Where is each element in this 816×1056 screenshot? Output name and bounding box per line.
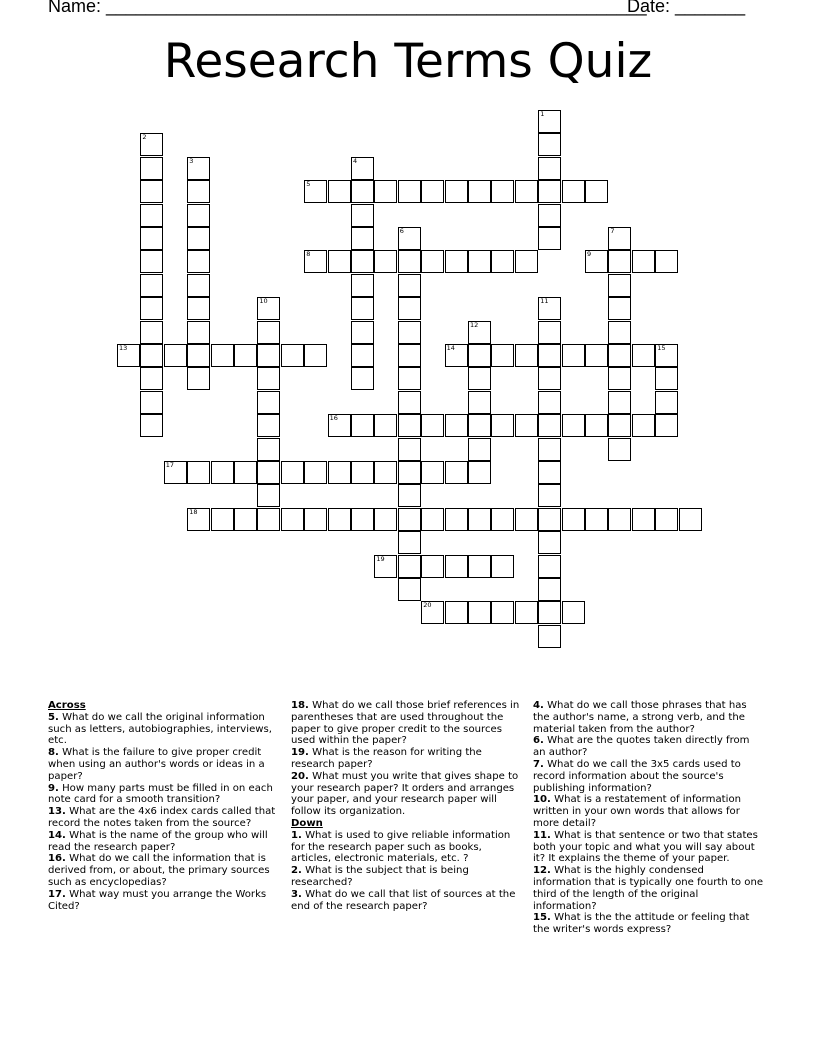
grid-cell[interactable] bbox=[421, 508, 444, 531]
grid-cell[interactable] bbox=[491, 250, 514, 273]
grid-cell[interactable] bbox=[468, 180, 491, 203]
grid-cell[interactable] bbox=[140, 414, 163, 437]
clue-number-label: 19. bbox=[291, 747, 309, 759]
grid-cell[interactable] bbox=[632, 508, 655, 531]
grid-cell[interactable] bbox=[608, 391, 631, 414]
clues-column-3 bbox=[533, 700, 765, 936]
clue-number-label: 6. bbox=[533, 735, 544, 747]
grid-cell[interactable] bbox=[164, 344, 187, 367]
grid-cell[interactable] bbox=[187, 274, 210, 297]
grid-cell[interactable] bbox=[234, 461, 257, 484]
grid-cell[interactable] bbox=[468, 344, 491, 367]
grid-cell[interactable] bbox=[608, 297, 631, 320]
grid-cell[interactable] bbox=[281, 508, 304, 531]
grid-cell[interactable] bbox=[468, 461, 491, 484]
clue-number-label: 9. bbox=[48, 782, 59, 794]
grid-cell[interactable] bbox=[398, 461, 421, 484]
grid-cell[interactable] bbox=[679, 508, 702, 531]
clue-number-label: 17. bbox=[48, 888, 66, 900]
clue-number-label: 18. bbox=[291, 700, 309, 711]
grid-cell[interactable] bbox=[398, 367, 421, 390]
grid-cell[interactable] bbox=[351, 274, 374, 297]
grid-cell[interactable] bbox=[140, 344, 163, 367]
grid-cell[interactable] bbox=[351, 414, 374, 437]
clue-text: What must you write that gives shape to your research paper? It orders and arranges your paper, and your research paper will follow its organization. bbox=[291, 770, 519, 818]
grid-cell[interactable] bbox=[655, 344, 678, 367]
clue-text: What is the subject that is being researched? bbox=[291, 865, 469, 888]
clue-item bbox=[291, 830, 523, 865]
grid-cell[interactable] bbox=[515, 508, 538, 531]
grid-cell[interactable] bbox=[374, 250, 397, 273]
grid-cell[interactable] bbox=[374, 508, 397, 531]
grid-cell[interactable] bbox=[398, 578, 421, 601]
grid-cell[interactable] bbox=[562, 414, 585, 437]
grid-cell[interactable] bbox=[398, 555, 421, 578]
grid-cell[interactable] bbox=[538, 344, 561, 367]
grid-cell[interactable] bbox=[655, 391, 678, 414]
grid-cell[interactable] bbox=[187, 204, 210, 227]
grid-cell[interactable] bbox=[585, 508, 608, 531]
grid-cell[interactable] bbox=[140, 133, 163, 156]
grid-cell[interactable] bbox=[421, 601, 444, 624]
clue-item bbox=[291, 865, 523, 889]
clue-number-label: 15. bbox=[533, 912, 551, 924]
grid-cell[interactable] bbox=[187, 508, 210, 531]
grid-cell[interactable] bbox=[398, 250, 421, 273]
grid-cell[interactable] bbox=[257, 344, 280, 367]
grid-cell[interactable] bbox=[538, 157, 561, 180]
grid-cell[interactable] bbox=[187, 157, 210, 180]
grid-cell[interactable] bbox=[445, 508, 468, 531]
grid-cell[interactable] bbox=[304, 508, 327, 531]
clue-number-label: 10. bbox=[533, 794, 551, 806]
grid-cell[interactable] bbox=[234, 344, 257, 367]
grid-cell[interactable] bbox=[445, 180, 468, 203]
grid-cell[interactable] bbox=[164, 461, 187, 484]
grid-cell[interactable] bbox=[140, 391, 163, 414]
grid-cell[interactable] bbox=[328, 461, 351, 484]
clue-text: What are the 4x6 index cards called that record the notes taken from the source? bbox=[48, 806, 276, 829]
grid-cell[interactable] bbox=[421, 250, 444, 273]
grid-cell[interactable] bbox=[538, 461, 561, 484]
grid-cell[interactable] bbox=[515, 180, 538, 203]
grid-cell[interactable] bbox=[398, 414, 421, 437]
grid-cell[interactable] bbox=[257, 297, 280, 320]
grid-cell[interactable] bbox=[140, 274, 163, 297]
grid-cell[interactable] bbox=[538, 321, 561, 344]
grid-cell[interactable] bbox=[351, 157, 374, 180]
clue-item bbox=[48, 889, 280, 913]
date-field: Date: _______ bbox=[627, 0, 746, 16]
clue-number-label: 2. bbox=[291, 865, 302, 877]
grid-cell[interactable] bbox=[608, 274, 631, 297]
grid-cell[interactable] bbox=[374, 555, 397, 578]
grid-cell[interactable] bbox=[538, 484, 561, 507]
grid-cell[interactable] bbox=[445, 414, 468, 437]
grid-cell[interactable] bbox=[140, 367, 163, 390]
grid-cell[interactable] bbox=[608, 250, 631, 273]
grid-cell[interactable] bbox=[351, 204, 374, 227]
grid-cell[interactable] bbox=[421, 555, 444, 578]
clue-item bbox=[291, 747, 523, 771]
grid-cell[interactable] bbox=[117, 344, 140, 367]
grid-cell[interactable] bbox=[632, 414, 655, 437]
grid-cell[interactable] bbox=[608, 367, 631, 390]
clue-number: 3 bbox=[189, 156, 194, 165]
grid-cell[interactable] bbox=[655, 508, 678, 531]
grid-cell[interactable] bbox=[187, 321, 210, 344]
clue-number: 18 bbox=[189, 507, 198, 516]
grid-cell[interactable] bbox=[187, 297, 210, 320]
grid-cell[interactable] bbox=[632, 250, 655, 273]
clue-item bbox=[48, 712, 280, 747]
grid-cell[interactable] bbox=[187, 180, 210, 203]
grid-cell[interactable] bbox=[538, 438, 561, 461]
clue-text: What do we call those brief references in parentheses that are used throughout the paper to give proper credit to the sources used within the paper? bbox=[291, 700, 520, 747]
grid-cell[interactable] bbox=[585, 344, 608, 367]
grid-cell[interactable] bbox=[468, 601, 491, 624]
clue-item bbox=[48, 747, 280, 782]
grid-cell[interactable] bbox=[491, 508, 514, 531]
grid-cell[interactable] bbox=[374, 180, 397, 203]
across-clues-list bbox=[48, 712, 280, 913]
clue-number-label: 7. bbox=[533, 758, 544, 770]
grid-cell[interactable] bbox=[421, 461, 444, 484]
clue-item bbox=[48, 806, 280, 830]
grid-cell[interactable] bbox=[585, 414, 608, 437]
clue-text: What is used to give reliable information for the research paper such as books, articles, electronic materials, etc. ? bbox=[291, 829, 511, 865]
down-clues-list-continued bbox=[533, 700, 765, 936]
clue-number-label: 3. bbox=[291, 888, 302, 900]
grid-cell[interactable] bbox=[538, 601, 561, 624]
grid-cell[interactable] bbox=[281, 344, 304, 367]
clue-text: What do we call those phrases that has the author's name, a strong verb, and the material taken from the author? bbox=[533, 700, 747, 735]
grid-cell[interactable] bbox=[140, 297, 163, 320]
grid-cell[interactable] bbox=[468, 250, 491, 273]
grid-cell[interactable] bbox=[140, 180, 163, 203]
clue-number: 14 bbox=[446, 344, 455, 352]
clue-number-label: 12. bbox=[533, 865, 551, 877]
grid-cell[interactable] bbox=[515, 601, 538, 624]
grid-cell[interactable] bbox=[257, 484, 280, 507]
grid-cell[interactable] bbox=[538, 555, 561, 578]
clue-number: 20 bbox=[423, 601, 432, 610]
clue-text: What is the failure to give proper credit when using an author's words or ideas in a paper? bbox=[48, 747, 265, 782]
grid-cell[interactable] bbox=[398, 297, 421, 320]
grid-cell[interactable] bbox=[445, 461, 468, 484]
clue-number: 11 bbox=[540, 297, 549, 306]
grid-cell[interactable] bbox=[468, 438, 491, 461]
grid-cell[interactable] bbox=[304, 250, 327, 273]
clue-number: 12 bbox=[470, 320, 479, 329]
grid-cell[interactable] bbox=[328, 508, 351, 531]
grid-cell[interactable] bbox=[538, 508, 561, 531]
grid-cell[interactable] bbox=[585, 180, 608, 203]
clues-column-1 bbox=[48, 700, 280, 912]
clue-text: What do we call the 3x5 cards used to record information about the source's publishing information? bbox=[533, 758, 741, 794]
grid-cell[interactable] bbox=[257, 438, 280, 461]
grid-cell[interactable] bbox=[515, 414, 538, 437]
clue-item bbox=[291, 889, 523, 913]
clue-item bbox=[533, 735, 765, 759]
grid-cell[interactable] bbox=[491, 344, 514, 367]
grid-cell[interactable] bbox=[140, 250, 163, 273]
clue-text: What is a restatement of information written in your own words that allows for more detail? bbox=[533, 794, 742, 829]
grid-cell[interactable] bbox=[632, 344, 655, 367]
grid-cell[interactable] bbox=[655, 414, 678, 437]
grid-cell[interactable] bbox=[304, 344, 327, 367]
grid-cell[interactable] bbox=[351, 250, 374, 273]
grid-cell[interactable] bbox=[398, 531, 421, 554]
clue-text: What are the quotes taken directly from an author? bbox=[533, 735, 750, 759]
grid-cell[interactable] bbox=[608, 321, 631, 344]
grid-cell[interactable] bbox=[585, 250, 608, 273]
clue-number-label: 16. bbox=[48, 853, 66, 865]
grid-cell[interactable] bbox=[515, 250, 538, 273]
clue-item bbox=[533, 794, 765, 829]
clue-text: How many parts must be filled in on each note card for a smooth transition? bbox=[48, 782, 273, 806]
grid-cell[interactable] bbox=[538, 578, 561, 601]
clue-text: What do we call that list of sources at the end of the research paper? bbox=[291, 888, 516, 912]
grid-cell[interactable] bbox=[328, 250, 351, 273]
clue-number: 1 bbox=[540, 110, 545, 118]
clue-text: What is the the attitude or feeling that the writer's words express? bbox=[533, 912, 750, 936]
grid-cell[interactable] bbox=[211, 508, 234, 531]
grid-cell[interactable] bbox=[187, 367, 210, 390]
grid-cell[interactable] bbox=[328, 414, 351, 437]
grid-cell[interactable] bbox=[211, 344, 234, 367]
clue-item bbox=[533, 759, 765, 794]
grid-cell[interactable] bbox=[538, 180, 561, 203]
clue-number-label: 20. bbox=[291, 770, 309, 782]
grid-cell[interactable] bbox=[398, 227, 421, 250]
grid-cell[interactable] bbox=[538, 625, 561, 648]
page-title: Research Terms Quiz bbox=[163, 34, 653, 89]
clue-text: What do we call the information that is derived from, or about, the primary sources such as encyclopedias? bbox=[48, 853, 270, 888]
grid-cell[interactable] bbox=[374, 414, 397, 437]
grid-cell[interactable] bbox=[562, 601, 585, 624]
grid-cell[interactable] bbox=[140, 227, 163, 250]
grid-cell[interactable] bbox=[398, 344, 421, 367]
clue-number-label: 1. bbox=[291, 829, 302, 841]
clue-item bbox=[533, 700, 765, 735]
grid-cell[interactable] bbox=[398, 484, 421, 507]
clue-number-label: 5. bbox=[48, 711, 59, 723]
grid-cell[interactable] bbox=[351, 297, 374, 320]
clue-item bbox=[533, 865, 765, 912]
grid-cell[interactable] bbox=[257, 461, 280, 484]
clue-item bbox=[533, 912, 765, 936]
grid-cell[interactable] bbox=[538, 367, 561, 390]
clue-number-label: 8. bbox=[48, 747, 59, 759]
clue-text: What way must you arrange the Works Cited? bbox=[48, 888, 267, 912]
grid-cell[interactable] bbox=[257, 391, 280, 414]
grid-cell[interactable] bbox=[608, 227, 631, 250]
clue-text: What do we call the original information such as letters, autobiographies, interviews, etc. bbox=[48, 711, 272, 747]
grid-cell[interactable] bbox=[445, 555, 468, 578]
grid-cell[interactable] bbox=[445, 250, 468, 273]
grid-cell[interactable] bbox=[538, 110, 561, 133]
grid-cell[interactable] bbox=[351, 344, 374, 367]
down-heading: Down bbox=[291, 817, 323, 829]
grid-cell[interactable] bbox=[468, 414, 491, 437]
across-heading: Across bbox=[48, 700, 86, 711]
grid-cell[interactable] bbox=[491, 414, 514, 437]
grid-cell[interactable] bbox=[351, 227, 374, 250]
grid-cell[interactable] bbox=[468, 508, 491, 531]
grid-cell[interactable] bbox=[491, 555, 514, 578]
grid-cell[interactable] bbox=[351, 321, 374, 344]
grid-cell[interactable] bbox=[187, 344, 210, 367]
grid-cell[interactable] bbox=[328, 180, 351, 203]
grid-cell[interactable] bbox=[562, 344, 585, 367]
clue-item bbox=[291, 771, 523, 818]
clue-item bbox=[533, 830, 765, 865]
grid-cell[interactable] bbox=[351, 461, 374, 484]
grid-cell[interactable] bbox=[538, 391, 561, 414]
grid-cell[interactable] bbox=[257, 367, 280, 390]
grid-cell[interactable] bbox=[351, 508, 374, 531]
grid-cell[interactable] bbox=[515, 344, 538, 367]
clue-number: 13 bbox=[119, 344, 128, 352]
down-clues-list bbox=[291, 830, 523, 913]
grid-cell[interactable] bbox=[468, 321, 491, 344]
grid-cell[interactable] bbox=[257, 508, 280, 531]
grid-cell[interactable] bbox=[187, 461, 210, 484]
grid-cell[interactable] bbox=[491, 180, 514, 203]
grid-cell[interactable] bbox=[351, 367, 374, 390]
clues-column-2 bbox=[291, 700, 523, 912]
clue-number: 10 bbox=[259, 297, 268, 306]
clue-item bbox=[48, 853, 280, 888]
grid-cell[interactable] bbox=[538, 297, 561, 320]
clue-number: 15 bbox=[657, 344, 666, 352]
grid-cell[interactable] bbox=[538, 531, 561, 554]
grid-cell[interactable] bbox=[351, 180, 374, 203]
clue-text: What is the highly condensed information that is typically one fourth to one third of the length of the original information? bbox=[533, 865, 764, 912]
grid-cell[interactable] bbox=[468, 367, 491, 390]
clue-number: 16 bbox=[329, 414, 338, 423]
grid-cell[interactable] bbox=[140, 157, 163, 180]
clue-number: 9 bbox=[587, 250, 592, 259]
grid-cell[interactable] bbox=[538, 414, 561, 437]
clue-number: 17 bbox=[165, 461, 175, 469]
grid-cell[interactable] bbox=[608, 508, 631, 531]
clue-number-label: 14. bbox=[48, 829, 66, 841]
grid-cell[interactable] bbox=[140, 204, 163, 227]
grid-cell[interactable] bbox=[562, 180, 585, 203]
clue-number: 6 bbox=[399, 227, 404, 235]
grid-cell[interactable] bbox=[374, 461, 397, 484]
grid-cell[interactable] bbox=[538, 133, 561, 156]
clue-item bbox=[48, 783, 280, 807]
clue-number-label: 13. bbox=[48, 806, 66, 818]
grid-cell[interactable] bbox=[491, 601, 514, 624]
clue-text: What is the reason for writing the research paper? bbox=[291, 747, 482, 770]
across-clues-list-continued bbox=[291, 700, 523, 818]
grid-cell[interactable] bbox=[211, 461, 234, 484]
clue-number: 8 bbox=[306, 250, 311, 259]
clue-number: 7 bbox=[610, 227, 615, 235]
grid-cell[interactable] bbox=[187, 227, 210, 250]
grid-cell[interactable] bbox=[187, 250, 210, 273]
grid-cell[interactable] bbox=[140, 321, 163, 344]
grid-cell[interactable] bbox=[304, 461, 327, 484]
clue-number: 5 bbox=[306, 180, 311, 189]
clue-number-label: 11. bbox=[533, 829, 551, 841]
grid-cell[interactable] bbox=[538, 204, 561, 227]
grid-cell[interactable] bbox=[608, 438, 631, 461]
clue-item bbox=[291, 700, 523, 747]
grid-cell[interactable] bbox=[398, 180, 421, 203]
grid-cell[interactable] bbox=[608, 344, 631, 367]
grid-cell[interactable] bbox=[655, 250, 678, 273]
grid-cell[interactable] bbox=[445, 344, 468, 367]
clue-item bbox=[48, 830, 280, 854]
grid-cell[interactable] bbox=[398, 321, 421, 344]
grid-cell[interactable] bbox=[398, 391, 421, 414]
grid-cell[interactable] bbox=[257, 414, 280, 437]
grid-cell[interactable] bbox=[398, 274, 421, 297]
grid-cell[interactable] bbox=[608, 414, 631, 437]
grid-cell[interactable] bbox=[398, 508, 421, 531]
grid-cell[interactable] bbox=[562, 508, 585, 531]
clue-text: What is the name of the group who will read the research paper? bbox=[48, 829, 268, 853]
grid-cell[interactable] bbox=[468, 391, 491, 414]
grid-cell[interactable] bbox=[257, 321, 280, 344]
grid-cell[interactable] bbox=[398, 438, 421, 461]
name-field: Name: ______________________________________________________ bbox=[48, 0, 647, 16]
grid-cell[interactable] bbox=[538, 227, 561, 250]
grid-cell[interactable] bbox=[304, 180, 327, 203]
clue-number: 2 bbox=[142, 133, 147, 142]
clue-number-label: 4. bbox=[533, 700, 544, 711]
grid-cell[interactable] bbox=[445, 601, 468, 624]
clue-number: 4 bbox=[353, 156, 358, 165]
clue-number: 19 bbox=[376, 554, 385, 563]
grid-cell[interactable] bbox=[468, 555, 491, 578]
grid-cell[interactable] bbox=[281, 461, 304, 484]
grid-cell[interactable] bbox=[421, 180, 444, 203]
grid-cell[interactable] bbox=[421, 414, 444, 437]
clue-text: What is that sentence or two that states both your topic and what you will say about it? It explains the theme of your paper. bbox=[533, 829, 758, 865]
grid-cell[interactable] bbox=[655, 367, 678, 390]
grid-cell[interactable] bbox=[234, 508, 257, 531]
